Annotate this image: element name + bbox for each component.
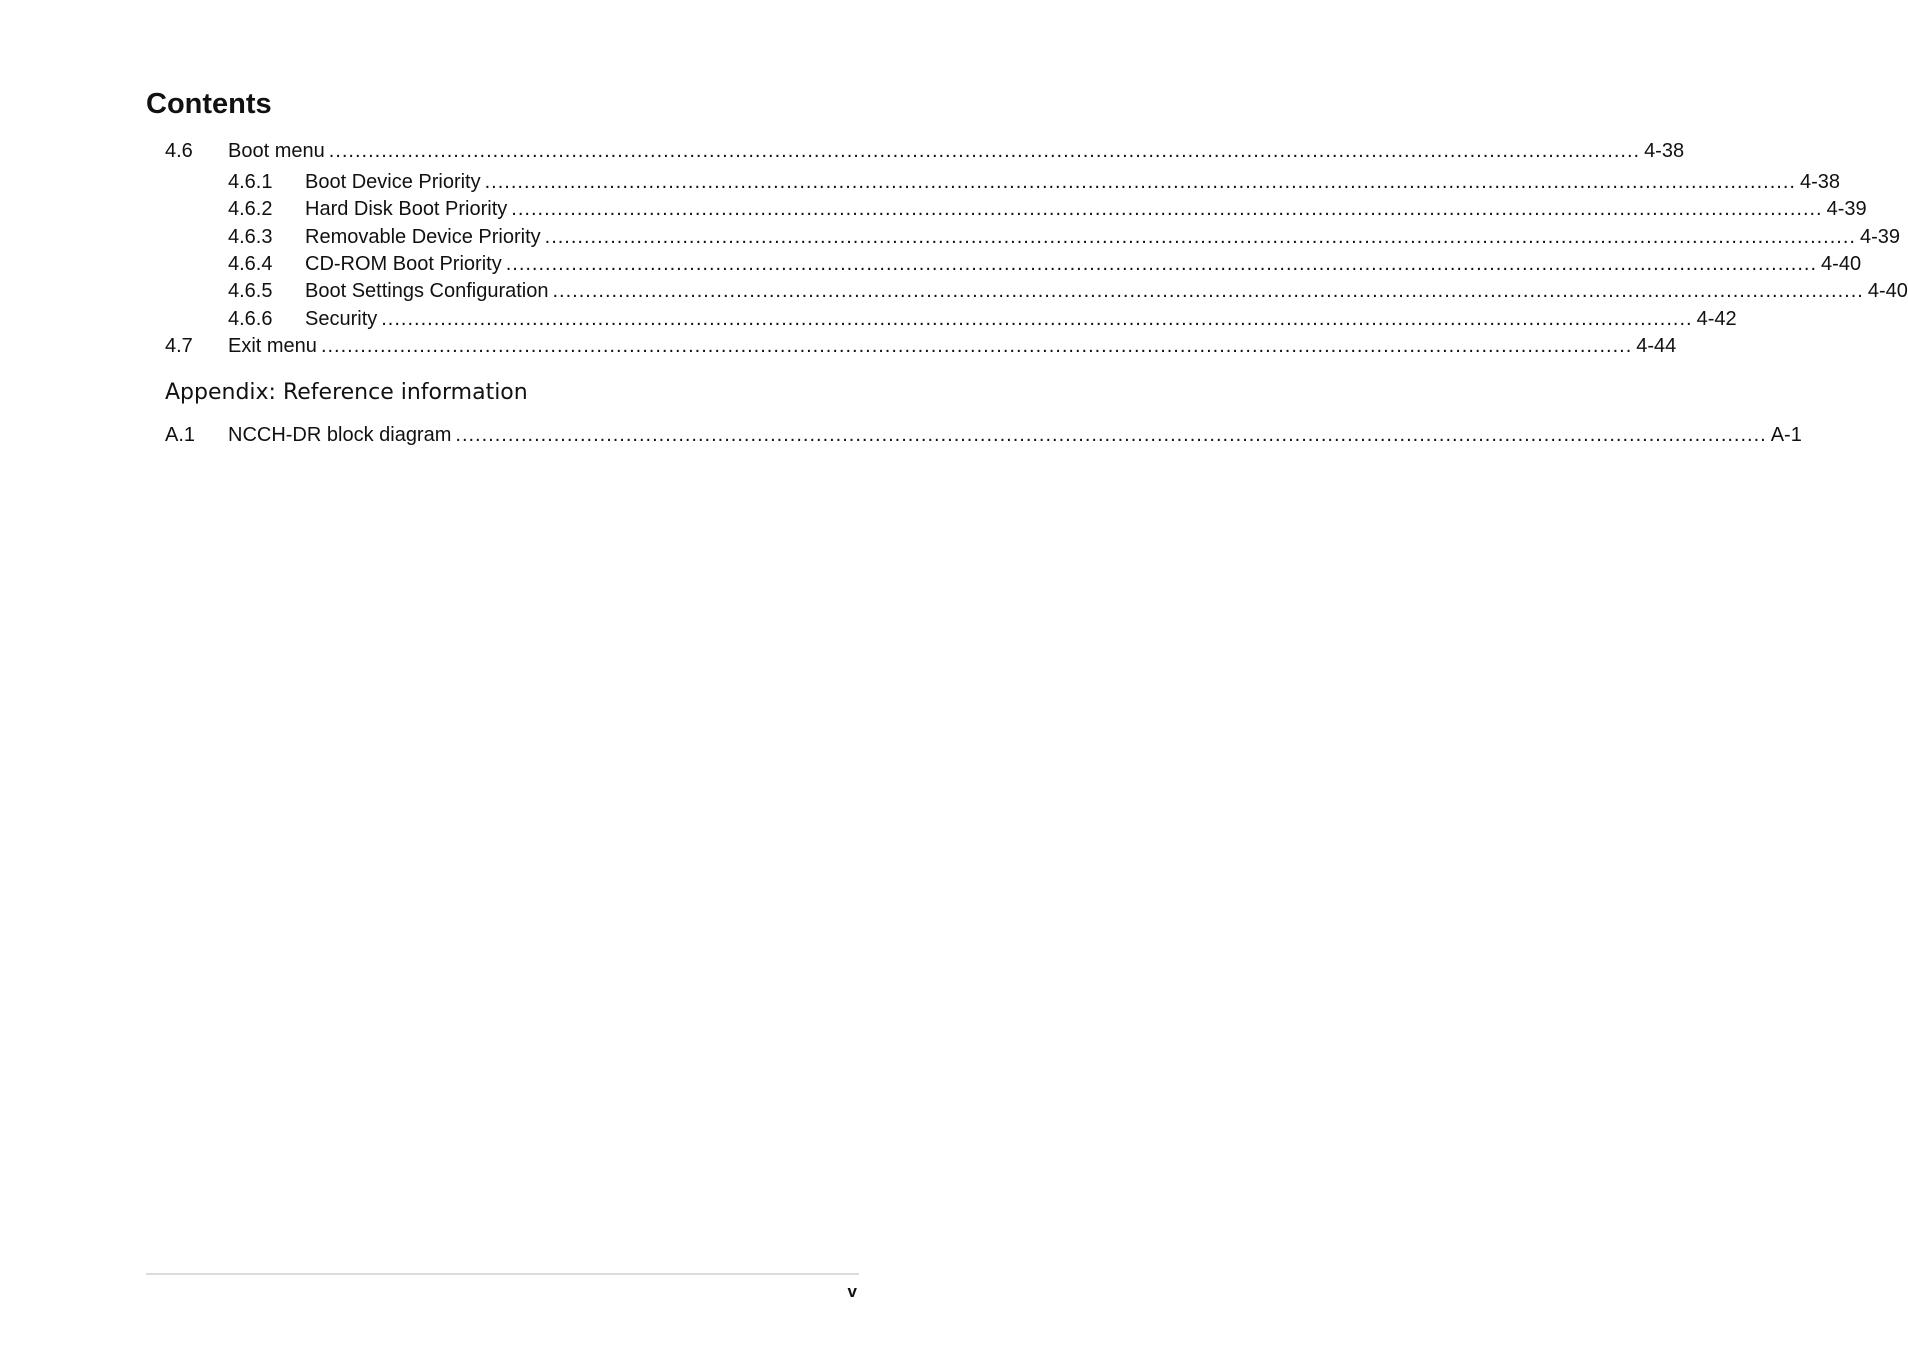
toc-section-title: Boot Device Priority <box>305 171 481 193</box>
toc-section-number: 4.7 <box>165 335 193 357</box>
toc-section-number: 4.6 <box>165 140 193 162</box>
toc-section-number: 4.6.5 <box>228 280 273 302</box>
toc-dot-leader: ........................................................................................................................................................................................................ <box>552 280 1864 302</box>
toc-section-number: 4.6.6 <box>228 308 273 330</box>
toc-entry-4-6-6[interactable] <box>0 306 1737 332</box>
toc-section-title: Removable Device Priority <box>305 226 541 248</box>
toc-section-number: 4.6.3 <box>228 226 273 248</box>
toc-section-title: CD-ROM Boot Priority <box>305 253 502 275</box>
toc-dot-leader: ........................................................................................................................................................................................................ <box>511 198 1823 220</box>
toc-section-title: Boot menu <box>228 140 325 162</box>
toc-entry-4-6-1[interactable] <box>0 169 1840 195</box>
toc-dot-leader: ........................................................................................................................................................................................................ <box>505 253 1818 275</box>
toc-dot-leader: ........................................................................................................................................................................................................ <box>328 140 1641 162</box>
toc-page-number: 4-38 <box>1799 171 1840 193</box>
toc-entry-4-6-5[interactable] <box>0 278 1908 304</box>
appendix-heading: Appendix: Reference information <box>165 380 528 405</box>
toc-page-number: A-1 <box>1770 424 1802 446</box>
toc-section-title: Boot Settings Configuration <box>305 280 549 302</box>
toc-section-title: Exit menu <box>228 335 317 357</box>
toc-page-number: 4-40 <box>1867 280 1908 302</box>
toc-entry-4-7[interactable] <box>0 333 1677 359</box>
toc-dot-leader: ........................................................................................................................................................................................................ <box>484 171 1796 193</box>
toc-section-title: Security <box>305 308 378 330</box>
toc-section-title: NCCH-DR block diagram <box>228 424 452 446</box>
toc-section-title: Hard Disk Boot Priority <box>305 198 508 220</box>
toc-section-number: 4.6.2 <box>228 198 273 220</box>
toc-page-number: 4-39 <box>1859 226 1900 248</box>
toc-entry-4-6-3[interactable] <box>0 224 1900 250</box>
toc-entry-4-6-4[interactable] <box>0 251 1862 277</box>
page-number: v <box>847 1282 857 1301</box>
toc-section-number: A.1 <box>165 424 196 446</box>
toc-dot-leader: ........................................................................................................................................................................................................ <box>381 308 1693 330</box>
toc-entry-4-6-2[interactable] <box>0 196 1867 222</box>
footer-rule <box>146 1273 859 1275</box>
toc-dot-leader: ........................................................................................................................................................................................................ <box>320 335 1633 357</box>
toc-page-number: 4-42 <box>1696 308 1737 330</box>
toc-page-number: 4-39 <box>1826 198 1867 220</box>
toc-dot-leader: ........................................................................................................................................................................................................ <box>544 226 1856 248</box>
toc-section-number: 4.6.1 <box>228 171 273 193</box>
toc-dot-leader: ........................................................................................................................................................................................................ <box>455 424 1767 446</box>
toc-entry-4-6[interactable] <box>0 138 1685 164</box>
page-title: Contents <box>146 88 272 120</box>
toc-page-number: 4-38 <box>1644 140 1685 162</box>
toc-page-number: 4-44 <box>1636 335 1677 357</box>
toc-entry-a-1[interactable] <box>0 422 1802 448</box>
toc-page-number: 4-40 <box>1821 253 1862 275</box>
toc-section-number: 4.6.4 <box>228 253 273 275</box>
